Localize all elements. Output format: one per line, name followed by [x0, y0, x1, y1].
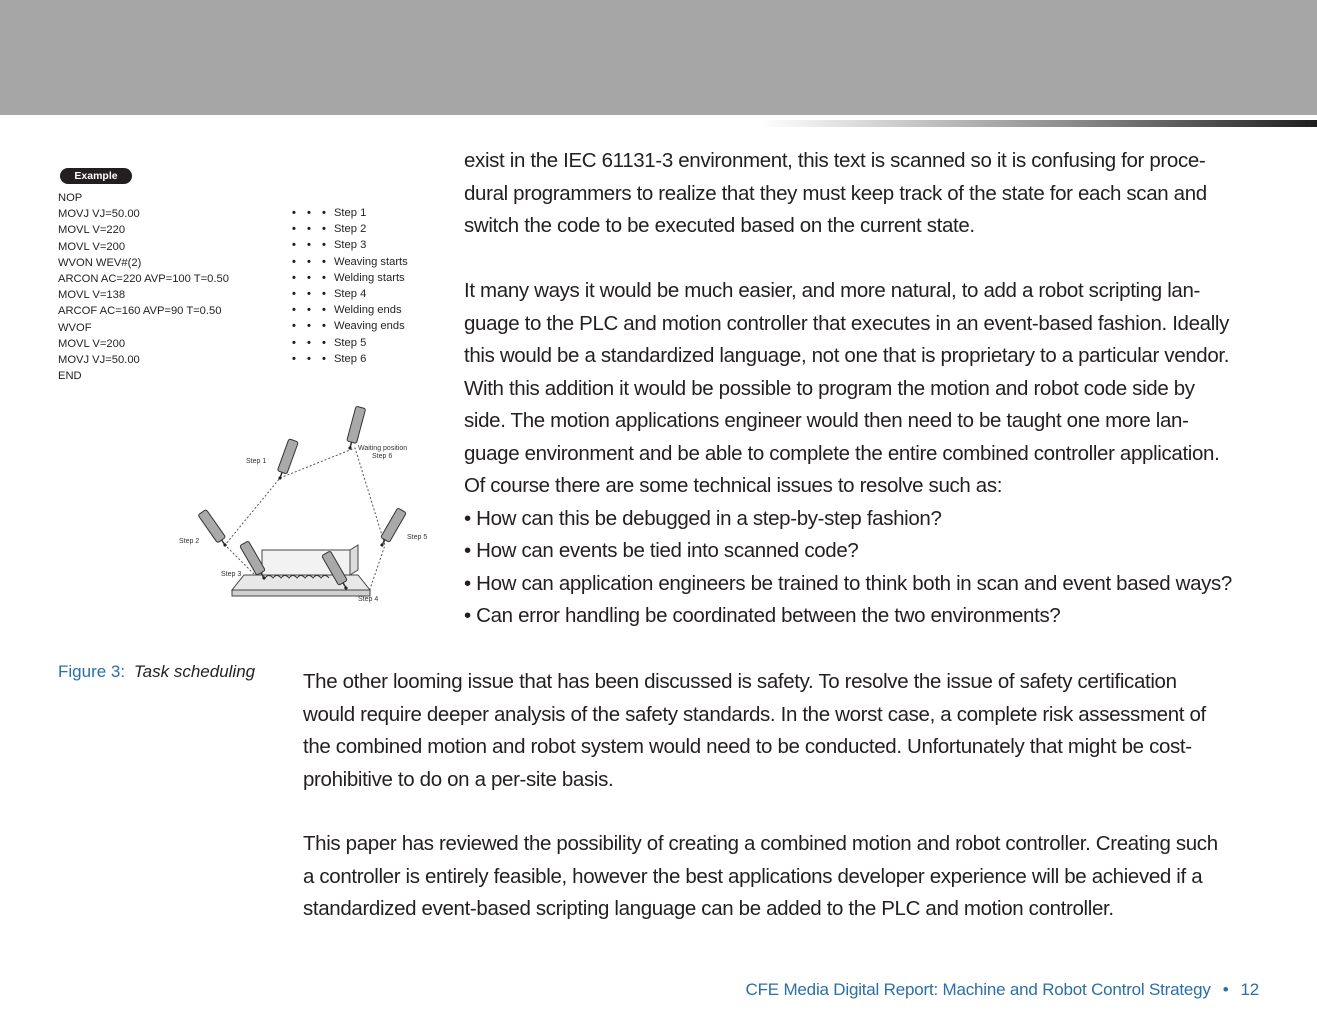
- text-line: guage environment and be able to complete the entire combined controller application.: [464, 441, 1220, 465]
- torch-step5: [377, 508, 406, 549]
- page-footer: [746, 980, 1259, 1000]
- text-line: exist in the IEC 61131-3 environment, this text is scanned so it is confusing for proce-: [464, 149, 1206, 172]
- text-line: With this addition it would be possible to program the motion and robot code side by: [464, 376, 1195, 400]
- code-line: WVON WEV#(2): [58, 256, 142, 269]
- code-line: ARCOF AC=160 AVP=90 T=0.50: [58, 305, 222, 318]
- robot-path-diagram: [170, 400, 440, 610]
- code-line: ARCON AC=220 AVP=100 T=0.50: [58, 273, 229, 286]
- label-step6: Step 6: [372, 453, 393, 460]
- text-line: this would be a standardized language, not one that is proprietary to a particular vendor.: [464, 344, 1230, 367]
- example-badge: Example: [60, 168, 132, 184]
- step-list: [292, 205, 408, 367]
- code-line: WVOF: [58, 321, 92, 334]
- text-line: This paper has reviewed the possibility of creating a combined motion and robot controller. Creating such: [303, 832, 1218, 855]
- code-line: NOP: [58, 192, 83, 204]
- step-item: • • • Step 3: [292, 239, 367, 252]
- page-number: 12: [1240, 980, 1259, 999]
- label-step5: Step 5: [407, 534, 428, 541]
- caption-label: Figure 3:: [58, 662, 126, 681]
- torch-step2: [198, 509, 230, 549]
- step-item: • • • Step 5: [292, 336, 367, 349]
- code-line: MOVJ VJ=50.00: [58, 354, 140, 367]
- code-listing: [58, 190, 229, 384]
- code-line: MOVL V=220: [58, 224, 126, 237]
- code-line: MOVL V=138: [58, 289, 126, 302]
- header-band: [0, 0, 1317, 115]
- paragraph-3: [303, 666, 1206, 796]
- torch-step1: [275, 439, 299, 482]
- code-line: MOVL V=200: [58, 240, 126, 253]
- caption-text: Task scheduling: [133, 662, 256, 681]
- text-line: standardized event-based scripting language can be added to the PLC and motion controller.: [303, 897, 1114, 920]
- text-line: dural programmers to realize that they must keep track of the state for each scan and: [464, 181, 1207, 205]
- header-rule: [760, 120, 1317, 127]
- step-item: • • • Welding ends: [292, 304, 402, 317]
- step-item: • • • Step 2: [292, 223, 367, 236]
- text-line: It many ways it would be much easier, and more natural, to add a robot scripting lan-: [464, 279, 1200, 302]
- label-step3: Step 3: [221, 571, 242, 578]
- step-item: • • • Weaving ends: [292, 320, 405, 333]
- figure-caption: [58, 662, 255, 682]
- text-line: switch the code to be executed based on the current state.: [464, 214, 975, 237]
- label-step1: Step 1: [246, 458, 267, 465]
- paragraph-2: [464, 275, 1232, 633]
- bullet-item: • How can events be tied into scanned code?: [464, 539, 859, 562]
- paragraph-1: [464, 145, 1207, 243]
- code-line: MOVL V=200: [58, 337, 126, 350]
- step-item: • • • Welding starts: [292, 271, 405, 284]
- label-waiting: Waiting position: [358, 445, 408, 452]
- text-line: Of course there are some technical issues to resolve such as:: [464, 474, 1003, 497]
- label-step4: Step 4: [358, 596, 379, 603]
- step-item: • • • Step 6: [292, 352, 367, 365]
- footer-title: CFE Media Digital Report: Machine and Robot Control Strategy: [745, 980, 1211, 999]
- text-line: prohibitive to do on a per-site basis.: [303, 767, 614, 791]
- label-step2: Step 2: [179, 538, 200, 545]
- text-line: would require deeper analysis of the safety standards. In the worst case, a complete risk assessment of: [303, 702, 1206, 726]
- text-line: The other looming issue that has been discussed is safety. To resolve the issue of safety certification: [303, 670, 1177, 693]
- text-line: the combined motion and robot system would need to be conducted. Unfortunately that might be cost-: [303, 735, 1192, 758]
- paragraph-4: [303, 828, 1218, 926]
- code-line: MOVJ VJ=50.00: [58, 208, 140, 221]
- text-line: guage to the PLC and motion controller that executes in an event-based fashion. Ideally: [464, 311, 1230, 335]
- text-line: side. The motion applications engineer would then need to be taught one more lan-: [464, 409, 1189, 432]
- code-line: END: [58, 370, 82, 383]
- bullet-item: • How can this be debugged in a step-by-step fashion?: [464, 506, 942, 530]
- footer-bullet: •: [1222, 980, 1229, 999]
- bullet-item: • How can application engineers be trained to think both in scan and event based ways?: [464, 571, 1232, 595]
- text-line: a controller is entirely feasible, however the best applications developer experience will be achieved if a: [303, 864, 1203, 888]
- step-item: • • • Weaving starts: [292, 255, 408, 268]
- step-item: • • • Step 4: [292, 288, 367, 301]
- bullet-item: • Can error handling be coordinated between the two environments?: [464, 604, 1061, 627]
- step-item: • • • Step 1: [292, 207, 367, 219]
